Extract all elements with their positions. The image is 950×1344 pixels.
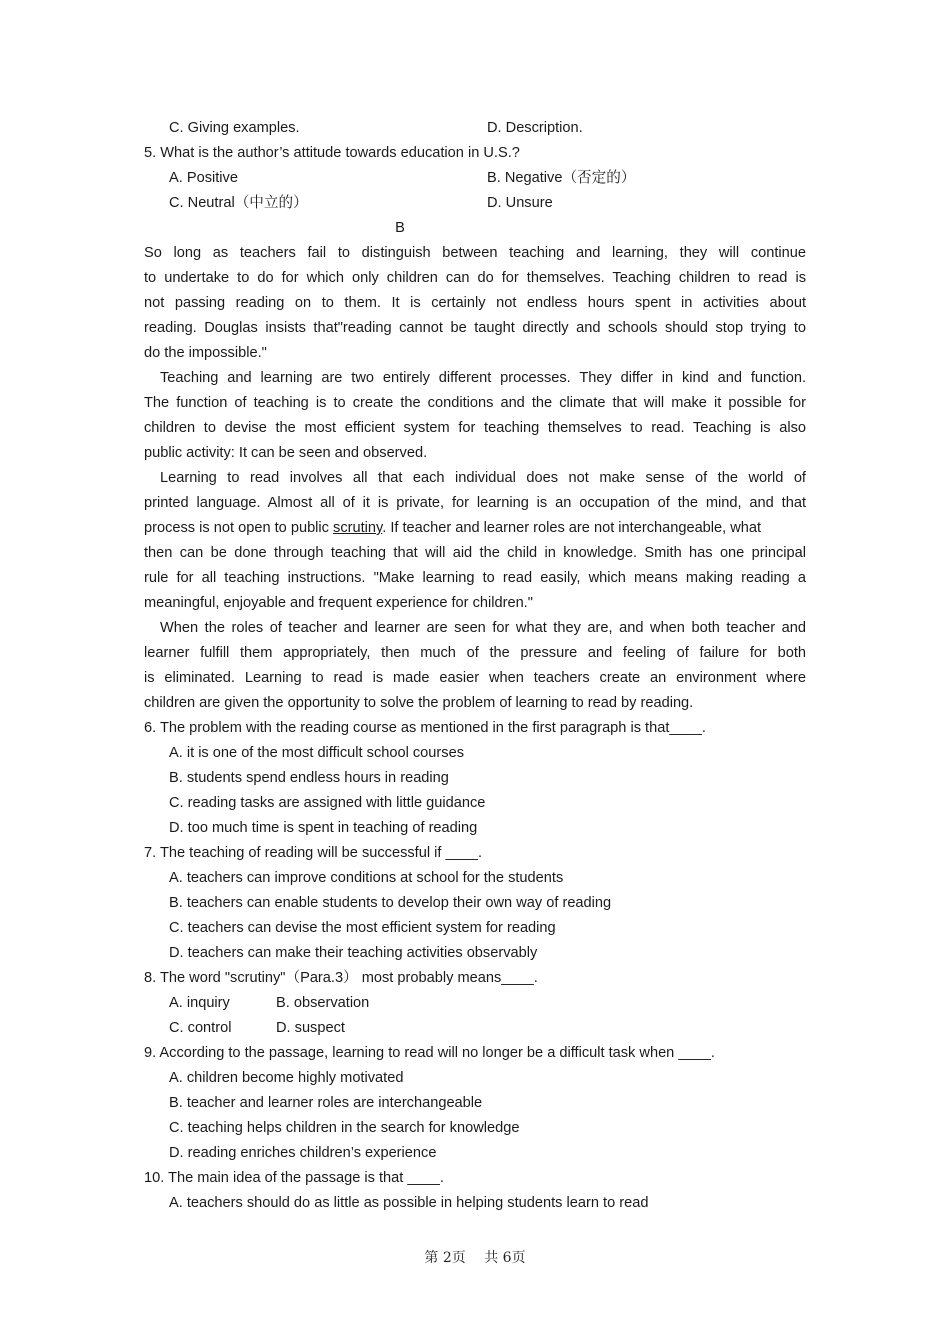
passage-line: rule for all teaching instructions. "Make learning to read easily, which means making reading a [144,570,806,586]
scrutiny-keyword: scrutiny [333,520,383,536]
q4-option-c: C. Giving examples. [169,120,300,136]
q9-stem: 9. According to the passage, learning to read will no longer be a difficult task when ____. [144,1045,715,1061]
passage-line: children are given the opportunity to solve the problem of learning to read by reading. [144,695,694,711]
passage-line: to undertake to do for which only children can do for themselves. Teaching children to read is [144,270,806,286]
passage-text: . If teacher and learner roles are not interchangeable, what [382,520,762,536]
passage-line: When the roles of teacher and learner are seen for what they are, and when both teacher and [160,620,806,636]
q5-stem: 5. What is the author’s attitude towards education in U.S.? [144,145,520,161]
passage-line: The function of teaching is to create the conditions and the climate that will make it possible for [144,395,806,411]
q7-option-b: B. teachers can enable students to develop their own way of reading [169,895,612,911]
q5-option-a: A. Positive [169,170,238,186]
q9-option-c: C. teaching helps children in the search for knowledge [169,1120,520,1136]
q8-option-b: B. observation [276,995,370,1011]
passage-line: public activity: It can be seen and observed. [144,445,428,461]
passage-text: process is not open to public [144,520,334,536]
q5-option-c: C. Neutral（中立的） [169,195,308,211]
passage-line-with-keyword [144,516,806,541]
passage-line: So long as teachers fail to distinguish between teaching and learning, they will continue [144,245,806,261]
q10-option-a: A. teachers should do as little as possible in helping students learn to read [169,1195,649,1211]
q8-option-a: A. inquiry [169,995,230,1011]
page-number-footer: 第 2页 共 6页 [424,1250,526,1266]
passage-line: meaningful, enjoyable and frequent experience for children." [144,595,533,611]
passage-line: children to devise the most efficient system for teaching themselves to read. Teaching is also [144,420,806,436]
passage-line: then can be done through teaching that will aid the child in knowledge. Smith has one principal [144,545,806,561]
passage-line: Teaching and learning are two entirely different processes. They differ in kind and function. [160,370,806,386]
passage-line: Learning to read involves all that each individual does not make sense of the world of [160,470,806,486]
passage-line: printed language. Almost all of it is private, for learning is an occupation of the mind, and that [144,495,806,511]
q6-stem: 6. The problem with the reading course as mentioned in the first paragraph is that____. [144,720,706,736]
q9-option-d: D. reading enriches children’s experience [169,1145,437,1161]
q6-option-b: B. students spend endless hours in reading [169,770,449,786]
q6-option-c: C. reading tasks are assigned with little guidance [169,795,486,811]
q10-stem: 10. The main idea of the passage is that ____. [144,1170,444,1186]
passage-line: learner fulfill them appropriately, then much of the pressure and feeling of failure for both [144,645,806,661]
q7-option-c: C. teachers can devise the most efficient system for reading [169,920,556,936]
q4-option-d: D. Description. [487,120,583,136]
q9-option-a: A. children become highly motivated [169,1070,404,1086]
passage-line: reading. Douglas insists that"reading cannot be taught directly and schools should stop trying to [144,320,806,336]
q7-option-a: A. teachers can improve conditions at school for the students [169,870,564,886]
q6-option-a: A. it is one of the most difficult school courses [169,745,464,761]
q5-option-d: D. Unsure [487,195,553,211]
q7-option-d: D. teachers can make their teaching activities observably [169,945,538,961]
passage-line: do the impossible." [144,345,267,361]
q8-stem: 8. The word "scrutiny"（Para.3） most probably means____. [144,970,538,986]
passage-label: B [395,220,405,236]
q5-option-b: B. Negative（否定的） [487,170,636,186]
passage-line: is eliminated. Learning to read is made easier when teachers create an environment where [144,670,806,686]
q7-stem: 7. The teaching of reading will be successful if ____. [144,845,483,861]
passage-line: not passing reading on to them. It is certainly not endless hours spent in activities about [144,295,806,311]
q9-option-b: B. teacher and learner roles are interchangeable [169,1095,483,1111]
q6-option-d: D. too much time is spent in teaching of reading [169,820,478,836]
q8-option-c: C. control [169,1020,232,1036]
q8-option-d: D. suspect [276,1020,345,1036]
